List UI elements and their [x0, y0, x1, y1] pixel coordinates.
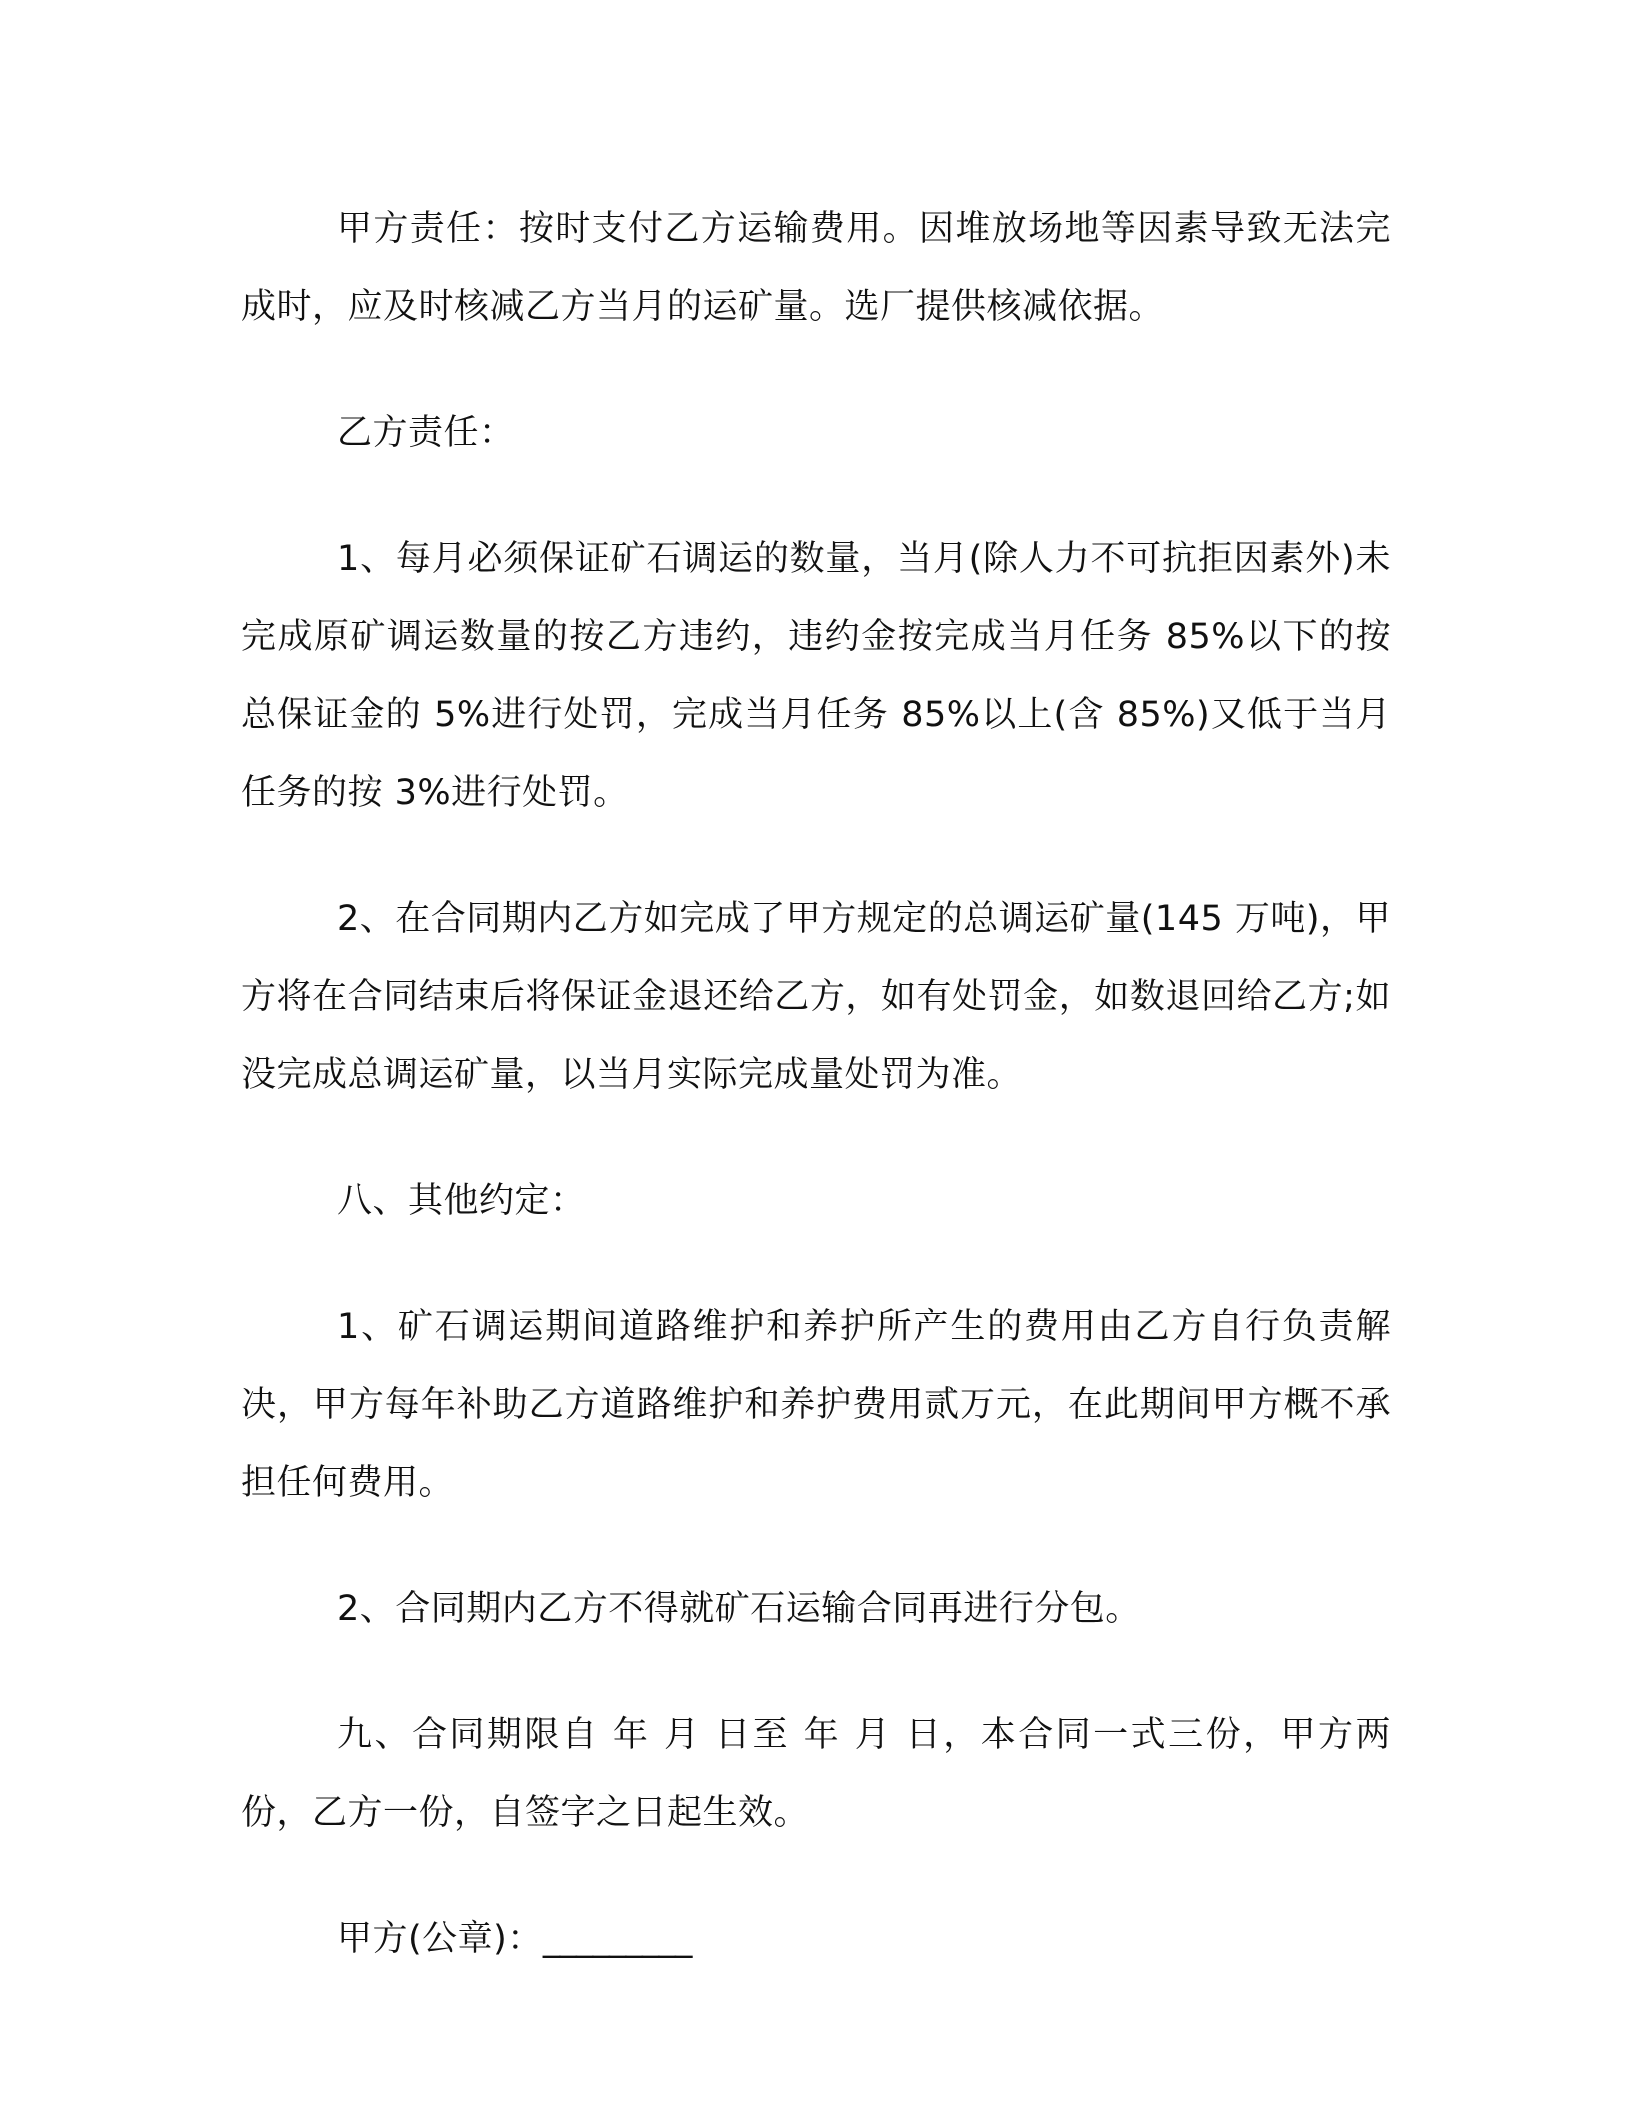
party-b-clause-2: 2、在合同期内乙方如完成了甲方规定的总调运矿量(145 万吨)，甲方将在合同结束后将保证金退还给乙方，如有处罚金，如数退回给乙方;如没完成总调运矿量，以当月实际完成量处罚为准。: [241, 899, 1392, 1095]
section-8-heading: 八、其他约定：: [337, 1181, 586, 1221]
section-8-clause-2: 2、合同期内乙方不得就矿石运输合同再进行分包。: [337, 1589, 1141, 1629]
party-a-seal-label: 甲方(公章)：: [337, 1919, 543, 1959]
document-body: [241, 190, 1391, 1978]
party-a-responsibility-paragraph: 甲方责任：按时支付乙方运输费用。因堆放场地等因素导致无法完成时，应及时核减乙方当月的运矿量。选厂提供核减依据。: [241, 209, 1391, 327]
party-a-seal-blank: _________: [542, 1919, 692, 1959]
party-b-responsibility-heading: 乙方责任：: [337, 413, 515, 453]
party-a-seal-line: [241, 1900, 1391, 1978]
party-b-clause-1: 1、每月必须保证矿石调运的数量，当月(除人力不可抗拒因素外)未完成原矿调运数量的按乙方违约，违约金按完成当月任务 85%以下的按总保证金的 5%进行处罚，完成当月任务 85%以上(含 85%)又低于当月任务的按 3%进行处罚。: [241, 539, 1391, 813]
section-9-term-paragraph: 九、合同期限自 年 月 日至 年 月 日，本合同一式三份，甲方两份，乙方一份，自签字之日起生效。: [241, 1715, 1391, 1833]
section-8-clause-1: 1、矿石调运期间道路维护和养护所产生的费用由乙方自行负责解决，甲方每年补助乙方道路维护和养护费用贰万元，在此期间甲方概不承担任何费用。: [241, 1307, 1391, 1503]
